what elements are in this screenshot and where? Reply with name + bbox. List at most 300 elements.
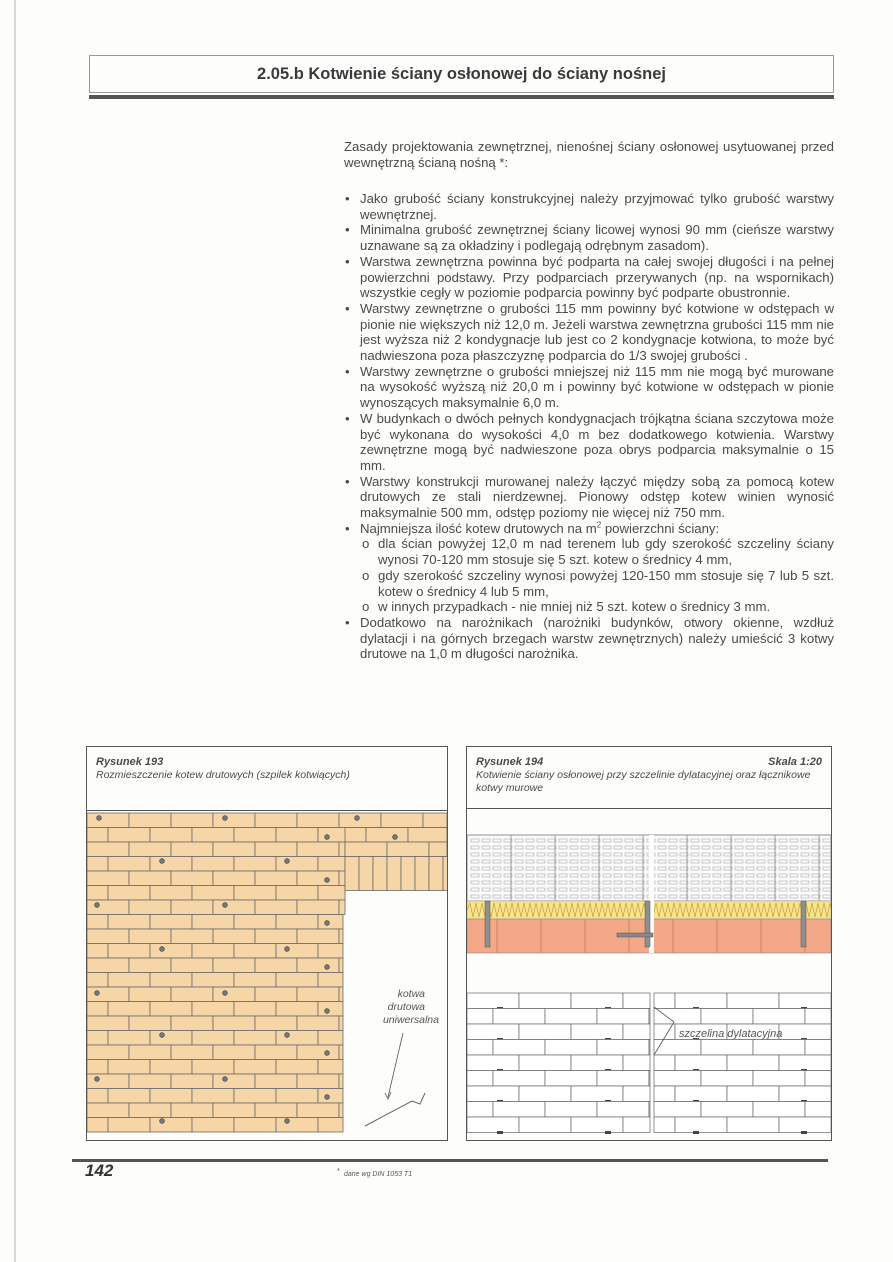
brick (654, 1055, 675, 1071)
list-item: • W budynkach o dwóch pełnych kondygnacjach trójkątna ściana szczytowa może być wykonana do wysokości 4,0 m bez dodatkowego kotwienia. Warstwy zewnętrzne mogą być nadwieszone poza obrys podparcia maksymalnie o 15 mm. (345, 410, 834, 473)
brick (571, 1055, 623, 1071)
anchor-dot-icon (97, 816, 102, 821)
brick (654, 1071, 701, 1087)
brick (150, 828, 192, 843)
brick (276, 857, 318, 872)
wall-tie-icon (605, 1131, 611, 1134)
brick (467, 1055, 519, 1071)
brick (87, 871, 129, 886)
brick (276, 1060, 318, 1075)
leader-line (388, 1033, 403, 1097)
brick (339, 1103, 343, 1118)
brick (171, 1074, 213, 1089)
brick (255, 1103, 297, 1118)
brick (87, 1074, 129, 1089)
brick (276, 944, 318, 959)
brick (192, 1089, 234, 1104)
brick (213, 900, 255, 915)
brick (87, 900, 129, 915)
brick (339, 813, 381, 828)
brick (108, 973, 150, 988)
brick (255, 958, 297, 973)
brick (213, 1016, 255, 1031)
anchor-dot-icon (325, 835, 330, 840)
brick (255, 842, 297, 857)
brick (150, 915, 192, 930)
brick (654, 993, 675, 1009)
brick (150, 944, 192, 959)
anchor-dot-icon (325, 921, 330, 926)
footnote: dane wg DIN 1053 T1 (344, 1171, 413, 1178)
brick (339, 958, 343, 973)
brick (213, 1045, 255, 1060)
wire-anchor-icon (365, 1093, 425, 1126)
anchor-dot-icon (160, 947, 165, 952)
brick (408, 828, 447, 843)
brick (87, 886, 108, 901)
brick (805, 1040, 831, 1056)
brick (150, 973, 192, 988)
brick (276, 1118, 318, 1133)
brick (213, 958, 255, 973)
brick (192, 857, 234, 872)
anchor-bolt-icon (485, 901, 490, 947)
brick (727, 1086, 779, 1102)
brick (150, 886, 192, 901)
brick (192, 944, 234, 959)
brick (297, 958, 339, 973)
figure-header (87, 747, 447, 811)
brick (805, 1102, 831, 1118)
brick (171, 871, 213, 886)
brick (87, 1118, 108, 1133)
brick (234, 1031, 276, 1046)
brick (467, 993, 519, 1009)
brick (318, 1002, 343, 1017)
brick (171, 929, 213, 944)
anchor-dot-icon (160, 859, 165, 864)
brick (234, 886, 276, 901)
brick (108, 828, 150, 843)
brick (675, 993, 727, 1009)
brick (87, 813, 129, 828)
soldier-brick (387, 857, 401, 891)
brick (345, 828, 366, 843)
brick (108, 886, 150, 901)
brick (339, 900, 345, 915)
brick (87, 1089, 108, 1104)
brick (339, 871, 345, 886)
brick (150, 857, 192, 872)
brick (701, 1071, 753, 1087)
brick (467, 1086, 519, 1102)
brick (779, 1117, 831, 1133)
brick (597, 1102, 649, 1118)
brick (87, 944, 108, 959)
brick (519, 993, 571, 1009)
anchor-dot-icon (160, 1119, 165, 1124)
brick (654, 1086, 675, 1102)
brick (297, 929, 339, 944)
soldier-brick (443, 857, 447, 891)
brick (339, 987, 343, 1002)
brick (623, 1055, 650, 1071)
brick (129, 871, 171, 886)
brick (87, 1002, 108, 1017)
brick (87, 987, 129, 1002)
bullet-icon: • (345, 191, 350, 206)
anchor-dot-icon (223, 903, 228, 908)
list-item: • Dodatkowo na narożnikach (narożniki budynków, otwory okienne, wzdłuż dylatacji i na górnych brzegach warstw zewnętrznych) należy umieścić 3 kotwy drutowe na 1,0 m długości narożnika. (345, 614, 834, 662)
list-item: • Warstwy zewnętrzne o grubości 115 mm powinny być kotwione w odstępach w pionie nie większych niż 12,0 m. Jeżeli warstwa zewnętrzna grubości 115 mm nie jest wyższa niż 2 kondygnacje lub jest co 2 kondygnacje kotwiona, to może być nadwieszona poza płaszczyznę podparcia do 1/3 swojej grubości . (345, 300, 834, 364)
circle-bullet-icon: o (362, 567, 370, 583)
brick (571, 1117, 623, 1133)
brick (129, 1103, 171, 1118)
bullet-icon: • (345, 222, 350, 238)
brick (675, 1117, 727, 1133)
list-item: • Warstwa zewnętrzna powinna być podparta na całej swojej długości i na pełnej powierzchni podstawy. Przy podparciach przerywanych (np. na wspornikach) wszystkie cegły w poziomie podparcia powinny być podparte obustronnie. (345, 253, 834, 301)
brick (467, 1102, 493, 1118)
header-rule (89, 95, 834, 99)
brick (779, 1055, 831, 1071)
brick (108, 1089, 150, 1104)
brick (493, 1040, 545, 1056)
anchor-dot-icon (95, 1077, 100, 1082)
brick (255, 813, 297, 828)
brick (519, 1024, 571, 1040)
brick (276, 828, 318, 843)
brick (493, 1071, 545, 1087)
brick (467, 1009, 493, 1025)
brick (108, 944, 150, 959)
brick (192, 1031, 234, 1046)
brick (87, 1016, 129, 1031)
brick (701, 1040, 753, 1056)
brick (654, 1102, 701, 1118)
brick (108, 1118, 150, 1133)
brick (87, 1103, 129, 1118)
brick (345, 842, 387, 857)
section-title: 2.05.b Kotwienie ściany osłonowej do ściany nośnej (257, 65, 666, 83)
brick (234, 857, 276, 872)
brick (171, 987, 213, 1002)
brick (297, 987, 339, 1002)
anchor-dot-icon (223, 816, 228, 821)
brick (129, 958, 171, 973)
section-header (89, 55, 834, 93)
brick (339, 1045, 343, 1060)
brick (297, 842, 339, 857)
anchor-dot-icon (325, 1009, 330, 1014)
brick (387, 842, 429, 857)
footnote-mark: * (337, 1168, 340, 1175)
brick (654, 1117, 675, 1133)
figure-label: Rysunek 193 (96, 756, 164, 768)
brick (87, 958, 129, 973)
brick (171, 842, 213, 857)
brick (571, 993, 623, 1009)
brick (255, 987, 297, 1002)
wall-section (467, 835, 831, 1134)
brick (318, 1118, 343, 1133)
brick (192, 973, 234, 988)
brick (339, 1074, 343, 1089)
anchor-dot-icon (223, 991, 228, 996)
brick (467, 1071, 493, 1087)
brick (276, 1002, 318, 1017)
brick (779, 1024, 831, 1040)
brick (192, 828, 234, 843)
brick (318, 973, 343, 988)
anchor-dot-icon (285, 1119, 290, 1124)
sub-list-item: o w innych przypadkach - nie mniej niż 5 szt. kotew o średnicy 3 mm. (362, 599, 771, 615)
brick (108, 915, 150, 930)
soldier-brick (415, 857, 429, 891)
anchor-bolt-icon (801, 901, 806, 947)
soldier-brick (345, 857, 359, 891)
brick (87, 929, 129, 944)
wall-tie-icon (497, 1131, 503, 1134)
brick (150, 1118, 192, 1133)
brick (108, 1002, 150, 1017)
brick (234, 915, 276, 930)
brick (545, 1071, 597, 1087)
brick (255, 1045, 297, 1060)
brick (297, 1074, 339, 1089)
list-item: • Warstwy zewnętrzne o grubości mniejszej niż 115 mm nie mogą być murowane na wysokość wyższą niż 20,0 m i powinny być kotwione w odstępach w pionie wynoszących maksymalnie 6,0 m. (345, 363, 834, 411)
brick (381, 813, 423, 828)
brick (297, 1045, 339, 1060)
brick (623, 993, 650, 1009)
brick (150, 1089, 192, 1104)
brick (649, 1071, 650, 1087)
brick (276, 915, 318, 930)
brick (129, 987, 171, 1002)
brick (597, 1009, 649, 1025)
soldier-brick (359, 857, 373, 891)
sub-list (360, 536, 834, 615)
joint-label: szczelina dylatacyjna (679, 1028, 783, 1040)
brick (597, 1071, 649, 1087)
anchor-dot-icon (325, 1051, 330, 1056)
brick-wall (87, 813, 447, 1132)
figure-194 (466, 746, 832, 1141)
brick (753, 1071, 805, 1087)
brick (129, 900, 171, 915)
expansion-joint-drawing (467, 809, 831, 1140)
brick (255, 929, 297, 944)
brick (649, 1040, 650, 1056)
anchor-dot-icon (325, 878, 330, 883)
brick (87, 973, 108, 988)
brick (519, 1086, 571, 1102)
brick (519, 1117, 571, 1133)
brick (318, 944, 343, 959)
brick (213, 813, 255, 828)
brick (318, 915, 343, 930)
figure-caption: Rozmieszczenie kotew drutowych (szpilek kotwiących) (96, 769, 350, 781)
brick (649, 1009, 650, 1025)
brick (276, 1089, 318, 1104)
brick (192, 1118, 234, 1133)
brick (753, 1102, 805, 1118)
brick (779, 1086, 831, 1102)
brick (339, 929, 343, 944)
brick (727, 1055, 779, 1071)
brick (654, 1040, 701, 1056)
brick (108, 857, 150, 872)
intro-paragraph: Zasady projektowania zewnętrznej, nienośnej ściany osłonowej usytuowanej przed wewnętrzną ścianą nośną *: (344, 139, 834, 170)
brick (297, 900, 339, 915)
sub-list-item: o gdy szerokość szczeliny wynosi powyżej 120-150 mm stosuje się 7 lub 5 szt. kotew o średnicy 4 lub 5 mm, (362, 567, 834, 599)
brick (108, 1060, 150, 1075)
bullet-icon: • (345, 253, 350, 269)
brick (171, 1045, 213, 1060)
brick (318, 1089, 343, 1104)
brick (171, 1016, 213, 1031)
anchor-dot-icon (325, 965, 330, 970)
brick (234, 1002, 276, 1017)
anchor-dot-icon (285, 947, 290, 952)
brick-wall-drawing (87, 811, 447, 1140)
brick (255, 900, 297, 915)
brick (171, 958, 213, 973)
brick (571, 1024, 623, 1040)
brick (213, 987, 255, 1002)
brick (213, 1103, 255, 1118)
brick (467, 1024, 519, 1040)
anchor-dot-icon (95, 903, 100, 908)
figure-label: Rysunek 194 (476, 756, 544, 768)
brick (467, 1117, 519, 1133)
bullet-icon: • (345, 410, 350, 426)
brick (213, 842, 255, 857)
anchor-dot-icon (160, 1033, 165, 1038)
brick (339, 1016, 343, 1031)
brick (467, 1040, 493, 1056)
scan-edge (14, 0, 16, 1262)
brick (727, 993, 779, 1009)
anchor-dot-icon (285, 1033, 290, 1038)
wall-tie-icon (801, 1131, 807, 1134)
brick (519, 1055, 571, 1071)
brick (429, 842, 447, 857)
anchor-label-line-3: uniwersalna (382, 1014, 439, 1026)
brick (297, 1016, 339, 1031)
brick (150, 1060, 192, 1075)
list-item: • Minimalna grubość zewnętrznej ściany licowej wynosi 90 mm (cieńsze warstwy uznawane są za okładziny i podlegają odrębnym zasadom). (345, 222, 834, 254)
brick (701, 1009, 753, 1025)
brick (234, 944, 276, 959)
brick (318, 857, 345, 872)
brick (192, 1002, 234, 1017)
brick (171, 900, 213, 915)
brick (255, 1016, 297, 1031)
brick (276, 886, 318, 901)
brick (276, 973, 318, 988)
brick (129, 842, 171, 857)
brick (493, 1009, 545, 1025)
brick (87, 842, 129, 857)
brick (87, 915, 108, 930)
brick (192, 915, 234, 930)
brick (234, 828, 276, 843)
brick (366, 828, 408, 843)
brick (87, 1031, 108, 1046)
brick (150, 1002, 192, 1017)
brick (805, 1071, 831, 1087)
sub-list-item: o dla ścian powyżej 12,0 m nad terenem lub gdy szerokość szczeliny ściany wynosi 70-120 mm stosuje się 5 szt. kotew o średnicy 4 mm, (362, 536, 834, 568)
brick (87, 828, 108, 843)
bullet-icon: • (345, 614, 350, 630)
brick (654, 1009, 701, 1025)
anchor-label-line-2: drutowa (387, 1001, 425, 1013)
brick (87, 1045, 129, 1060)
brick (623, 1024, 650, 1040)
soldier-brick (373, 857, 387, 891)
list-item: • Warstwy konstrukcji murowanej należy łączyć między sobą za pomocą kotew drutowych ze stali nierdzewnej. Pionowy odstęp kotew winien wynosić maksymalnie 500 mm, odstęp poziomy nie więcej niż 750 mm. (345, 473, 834, 521)
brick (171, 813, 213, 828)
brick (545, 1102, 597, 1118)
brick (129, 929, 171, 944)
brick (675, 1055, 727, 1071)
brick (297, 813, 339, 828)
brick (150, 1031, 192, 1046)
brick (213, 929, 255, 944)
footer-rule (72, 1159, 828, 1162)
anchor-dot-icon (355, 816, 360, 821)
brick (87, 1060, 108, 1075)
brick (213, 1074, 255, 1089)
circle-bullet-icon: o (362, 536, 370, 552)
brick (234, 1118, 276, 1133)
brick (318, 1031, 343, 1046)
brick (192, 886, 234, 901)
figure-193 (86, 746, 448, 1141)
bullet-icon: • (345, 363, 350, 379)
brick (171, 1103, 213, 1118)
brick (597, 1040, 649, 1056)
brick (192, 1060, 234, 1075)
brick (701, 1102, 753, 1118)
brick (318, 1060, 343, 1075)
brick (297, 871, 339, 886)
brick (727, 1117, 779, 1133)
bullet-icon: • (345, 473, 350, 489)
brick (213, 871, 255, 886)
brick (129, 1016, 171, 1031)
anchor-label-line-1: kotwa (397, 988, 425, 1000)
brick (108, 1031, 150, 1046)
page-number: 142 (85, 1161, 114, 1180)
anchor-dot-icon (285, 859, 290, 864)
anchor-dot-icon (393, 835, 398, 840)
anchor-dot-icon (223, 1077, 228, 1082)
brick (339, 842, 345, 857)
brick (234, 973, 276, 988)
brick (753, 1040, 805, 1056)
brick (493, 1102, 545, 1118)
brick (623, 1086, 650, 1102)
brick (87, 857, 108, 872)
brick (649, 1102, 650, 1118)
bullet-icon: • (345, 520, 350, 536)
brick (129, 1074, 171, 1089)
brick (318, 886, 345, 901)
soldier-brick (429, 857, 443, 891)
list-item: • Jako grubość ściany konstrukcyjnej należy przyjmować tylko grubość warstwy wewnętrznej. (345, 191, 834, 222)
list-item: • Najmniejsza ilość kotew drutowych na $m^2$ powierzchni ściany: o dla ścian powyżej 12,0 m nad terenem lub gdy szerokość szczeliny ściany wynosi 70-120 mm stosuje się 5 szt. kotew o średnicy 4 mm, o gdy szerokość szczeliny wynosi powyżej 120-150 mm stosuje się 7 lub 5 szt. kotew o średnicy 4 lub 5 mm, o w innych przypadkach - nie mniej niż 5 szt. kotew o średnicy 3 mm. (345, 520, 834, 615)
